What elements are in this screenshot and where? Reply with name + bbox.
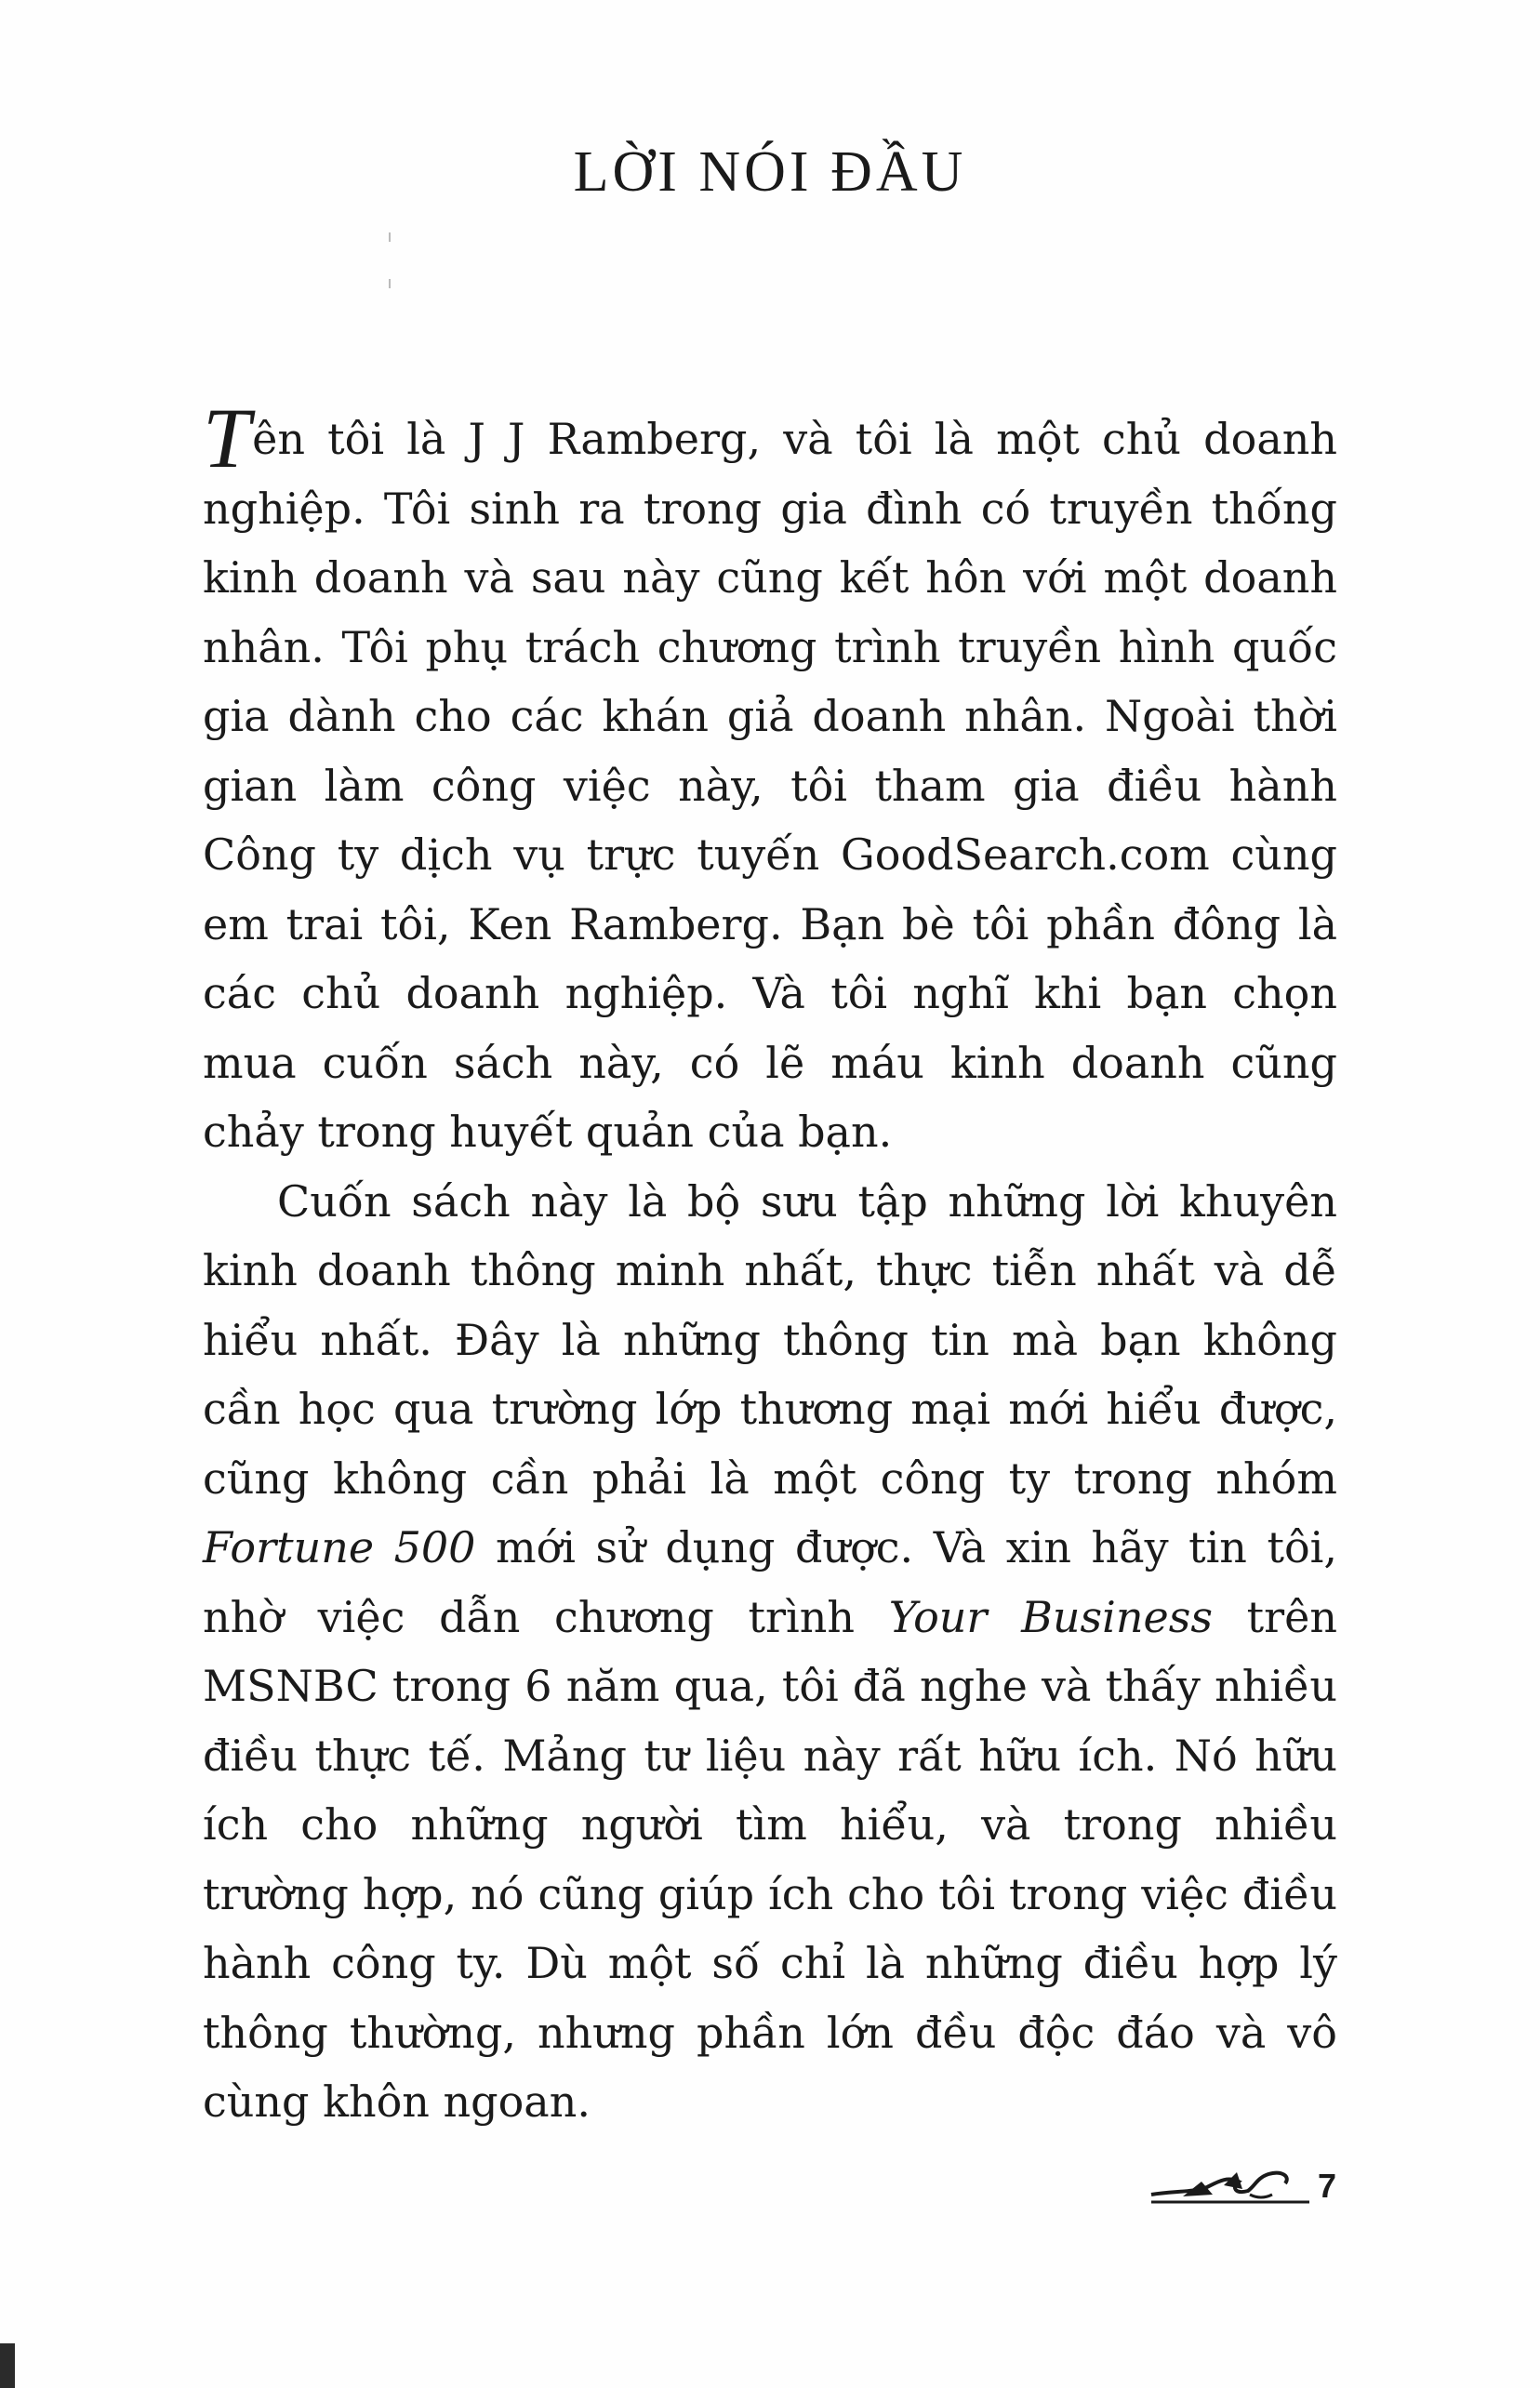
page-title: LỜI NÓI ĐẦU xyxy=(573,140,967,204)
scan-mark xyxy=(389,232,391,242)
paragraph-2-text-c: trên MSNBC trong 6 năm qua, tôi đã nghe và thấy nhiều điều thực tế. Mảng tư liệu này rất hữu ích. Nó hữu ích cho những người tìm hiểu, và trong nhiều trường hợp, nó cũng giúp ích cho tôi trong việc điều hành công ty. Dù một số chỉ là những điều hợp lý thông thường, nhưng phần lớn đều độc đáo và vô cùng khôn ngoan. xyxy=(203,1591,1337,2127)
paragraph-1 xyxy=(203,391,1337,1167)
scan-mark xyxy=(389,279,391,288)
drop-cap: T xyxy=(203,391,251,485)
paragraph-2 xyxy=(203,1167,1337,2137)
your-business-italic: Your Business xyxy=(888,1591,1213,1642)
body-text xyxy=(203,391,1338,2137)
ornament-icon xyxy=(1146,2154,1311,2209)
scan-edge xyxy=(0,2343,15,2388)
paragraph-2-text-a: Cuốn sách này là bộ sưu tập những lời khuyên kinh doanh thông minh nhất, thực tiễn nhất và dễ hiểu nhất. Đây là những thông tin mà bạn không cần học qua trường lớp thương mại mới hiểu được, cũng không cần phải là một công ty trong nhóm xyxy=(203,1175,1337,1504)
fortune-500-italic: Fortune 500 xyxy=(203,1522,476,1572)
paragraph-2-text-b: mới sử dụng được. Và xin hãy tin tôi, nhờ việc dẫn chương trình xyxy=(203,1522,1338,1642)
page-number: 7 xyxy=(1318,2167,1337,2205)
paragraph-1-text: ên tôi là J J Ramberg, và tôi là một chủ doanh nghiệp. Tôi sinh ra trong gia đình có truyền thống kinh doanh và sau này cũng kết hôn với một doanh nhân. Tôi phụ trách chương trình truyền hình quốc gia dành cho các khán giả doanh nhân. Ngoài thời gian làm công việc này, tôi tham gia điều hành Công ty dịch vụ trực tuyến GoodSearch.com cùng em trai tôi, Ken Ramberg. Bạn bè tôi phần đông là các chủ doanh nghiệp. Và tôi nghĩ khi bạn chọn mua cuốn sách này, có lẽ máu kinh doanh cũng chảy trong huyết quản của bạn. xyxy=(203,414,1337,1157)
